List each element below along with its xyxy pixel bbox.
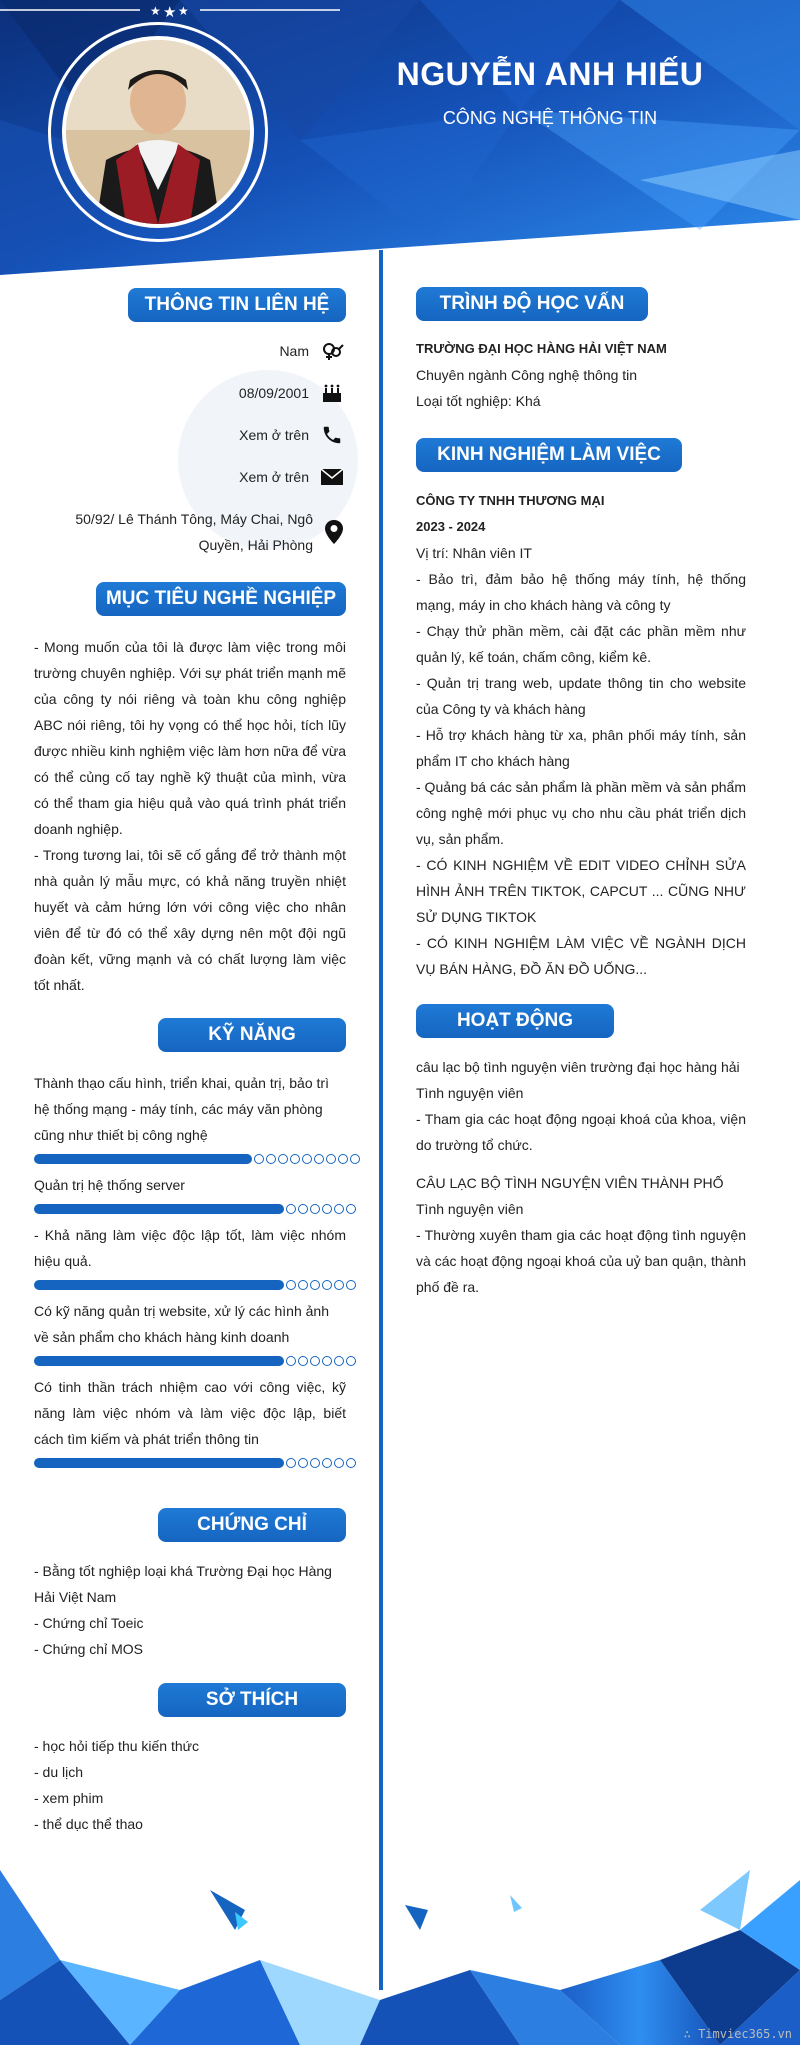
header-banner [0,0,800,290]
skill-level-dot [350,1154,360,1164]
skill-level-dot [278,1154,288,1164]
skill-level-dot [346,1458,356,1468]
activity-role: Tình nguyện viên [416,1085,524,1101]
skill-level-remaining-dots [286,1204,356,1214]
skill-level-dot [286,1356,296,1366]
skill-level-dot [334,1280,344,1290]
activities-block [416,1054,746,1300]
gender-icon [319,338,345,364]
certificates-list [34,1558,346,1662]
hobby-item: - xem phim [34,1790,104,1806]
hobbies-list [34,1733,346,1837]
activities-section-title: HOẠT ĐỘNG [416,1004,614,1038]
skill-level-dot [266,1154,276,1164]
certificate-item: - Chứng chỉ Toeic [34,1615,144,1631]
contact-address [55,506,345,558]
skill-level-dot [290,1154,300,1164]
skill-level-dot [322,1356,332,1366]
skill-level-fill [34,1458,284,1468]
contact-gender [279,338,345,364]
contact-gender-text: Nam [279,343,309,359]
skill-level-remaining-dots [286,1280,356,1290]
title-divider-stars [0,0,340,20]
skill-item [34,1222,346,1290]
skill-level-remaining-dots [286,1356,356,1366]
skill-level-dot [310,1204,320,1214]
experience-period: 2023 - 2024 [416,519,486,534]
skill-level-bar [34,1280,346,1290]
skill-level-dot [322,1204,332,1214]
experience-duty: - CÓ KINH NGHIỆM VỀ EDIT VIDEO CHỈNH SỬA HÌNH ẢNH TRÊN TIKTOK, CAPCUT ... CŨNG NHƯ SỬ DỤNG TIKTOK [416,857,746,925]
skill-level-dot [302,1154,312,1164]
education-grade: Loại tốt nghiệp: Khá [416,393,541,409]
skill-text: - Khả năng làm việc độc lập tốt, làm việc nhóm hiệu quả. [34,1227,346,1269]
experience-duty: - Hỗ trợ khách hàng từ xa, phân phối máy tính, sản phẩm IT cho khách hàng [416,727,746,769]
candidate-name: NGUYỄN ANH HIẾU [396,56,704,92]
location-pin-icon [323,519,345,545]
experience-duty: - Bảo trì, đảm bảo hệ thống máy tính, hệ thống mạng, máy in cho khách hàng và công ty [416,571,746,613]
experience-block [416,488,746,982]
contact-phone-text: Xem ở trên [239,427,309,443]
objective-section-title: MỤC TIÊU NGHỀ NGHIỆP [96,582,346,616]
activity-organization: câu lạc bộ tình nguyện viên trường đại học hàng hải [416,1059,740,1075]
skill-level-bar [34,1154,346,1164]
activity-role: Tình nguyện viên [416,1201,524,1217]
skill-level-dot [298,1356,308,1366]
experience-position: Vị trí: Nhân viên IT [416,545,532,561]
skill-level-bar [34,1204,346,1214]
education-block [416,336,746,414]
hobby-item: - thể dục thể thao [34,1816,143,1832]
phone-icon [319,422,345,448]
skill-level-dot [286,1280,296,1290]
contact-address-text: 50/92/ Lê Thánh Tông, Máy Chai, Ngô Quyền, Hải Phòng [75,511,313,553]
skill-item [34,1298,346,1366]
skill-item [34,1172,346,1214]
candidate-title: CÔNG NGHỆ THÔNG TIN [442,108,658,128]
skill-level-dot [322,1280,332,1290]
objective-paragraph-1: - Mong muốn của tôi là được làm việc trong môi trường chuyên nghiệp. Với sự phát triển mạnh mẽ của công ty nói riêng và toàn khu công nghiệp ABC nói riêng, tôi hy vọng có thể học hỏi, tích lũy được nhiều kinh nghiệm việc làm hơn nữa để vừa có thể củng cố tay nghề kỹ thuật của mình, vừa có thể tham gia hiệu quả vào quá trình phát triển doanh nghiệp. [34,639,346,837]
certificates-section-title: CHỨNG CHỈ [158,1508,346,1542]
experience-duty: - CÓ KINH NGHIỆM LÀM VIỆC VỀ NGÀNH DỊCH VỤ BÁN HÀNG, ĐỒ ĂN ĐỒ UỐNG... [416,935,746,977]
contact-birthday-text: 08/09/2001 [238,385,309,401]
experience-duty: - Quản trị trang web, update thông tin cho website của Công ty và khách hàng [416,675,746,717]
experience-duty: - Chạy thử phần mềm, cài đặt các phần mềm như quản lý, kế toán, chấm công, kiểm kê. [416,623,746,665]
hobby-item: - học hỏi tiếp thu kiến thức [34,1738,200,1754]
skill-text: Quản trị hệ thống server [34,1177,185,1193]
hobby-item: - du lịch [34,1764,84,1780]
skill-level-dot [310,1356,320,1366]
skill-level-dot [286,1204,296,1214]
skill-level-dot [346,1204,356,1214]
experience-duty: - Quảng bá các sản phẩm là phần mềm và sản phẩm công nghệ mới phục vụ cho nhu cầu phát triển dịch vụ, sản phẩm. [416,779,746,847]
contact-birthday [239,380,345,406]
skill-level-dot [346,1356,356,1366]
skill-item [34,1070,346,1164]
skill-level-dot [254,1154,264,1164]
skill-level-dot [334,1356,344,1366]
skill-level-dot [326,1154,336,1164]
skills-section-title: KỸ NĂNG [158,1018,346,1052]
skill-level-dot [310,1458,320,1468]
skill-level-dot [310,1280,320,1290]
certificate-item: - Chứng chỉ MOS [34,1641,143,1657]
skill-level-fill [34,1356,284,1366]
contact-email [239,464,345,490]
skill-text: Có tinh thần trách nhiệm cao với công việc, kỹ năng làm việc nhóm và làm việc độc lập, biết cách tìm kiếm và phát triển thông tin [34,1379,346,1447]
skill-level-remaining-dots [286,1458,356,1468]
experience-section-title: KINH NGHIỆM LÀM VIỆC [416,438,682,472]
skill-level-dot [314,1154,324,1164]
birthday-cake-icon [319,380,345,406]
svg-text:★: ★ [163,3,177,20]
education-school: TRƯỜNG ĐẠI HỌC HÀNG HẢI VIỆT NAM [416,341,667,356]
education-major: Chuyên ngành Công nghệ thông tin [416,367,638,383]
contact-phone [239,422,345,448]
svg-text:★: ★ [178,4,189,18]
skill-level-dot [298,1280,308,1290]
certificate-item: - Bằng tốt nghiệp loại khá Trường Đại học Hàng Hải Việt Nam [34,1563,332,1605]
skill-level-dot [346,1280,356,1290]
skill-level-dot [334,1204,344,1214]
skill-level-fill [34,1204,284,1214]
contact-section-title: THÔNG TIN LIÊN HỆ [128,288,346,322]
education-section-title: TRÌNH ĐỘ HỌC VẤN [416,287,648,321]
skill-level-dot [286,1458,296,1468]
contact-email-text: Xem ở trên [239,469,309,485]
activity-description: - Tham gia các hoạt động ngoại khoá của khoa, viện do trường tổ chức. [416,1111,746,1153]
skill-level-dot [338,1154,348,1164]
skill-item [34,1374,346,1468]
footer-decoration [0,1850,800,2045]
skill-level-fill [34,1154,252,1164]
skill-level-fill [34,1280,284,1290]
center-divider-line [379,250,383,1990]
activity-organization: CÂU LẠC BỘ TÌNH NGUYỆN VIÊN THÀNH PHỐ [416,1175,724,1191]
skill-level-dot [322,1458,332,1468]
skill-text: Có kỹ năng quản trị website, xử lý các hình ảnh về sản phẩm cho khách hàng kinh doanh [34,1303,329,1345]
svg-text:★: ★ [150,4,161,18]
skill-level-dot [298,1458,308,1468]
skill-level-dot [334,1458,344,1468]
profile-photo [62,36,254,228]
skill-text: Thành thạo cấu hình, triển khai, quản trị, bảo trì hệ thống mạng - máy tính, các máy văn phòng cũng như thiết bị công nghệ [34,1075,329,1143]
skill-level-dot [298,1204,308,1214]
site-watermark: ∴ Timviec365.vn [683,2027,792,2041]
experience-company: CÔNG TY TNHH THƯƠNG MẠI [416,493,605,508]
activity-description: - Thường xuyên tham gia các hoạt động tình nguyện và các hoạt động ngoại khoá của uỷ ban quận, thành phố đề ra. [416,1227,746,1295]
envelope-icon [319,464,345,490]
objective-paragraph-2: - Trong tương lai, tôi sẽ cố gắng để trở thành một nhà quản lý mẫu mực, có khả năng truyền nhiệt huyết và cảm hứng lớn với công việc cho nhân viên để từ đó có thể xây dựng nên một đội ngũ đoàn kết, vững mạnh và có chất lượng làm việc tốt nhất. [34,847,346,993]
skill-level-bar [34,1458,346,1468]
hobbies-section-title: SỞ THÍCH [158,1683,346,1717]
skill-level-bar [34,1356,346,1366]
skill-level-remaining-dots [254,1154,360,1164]
